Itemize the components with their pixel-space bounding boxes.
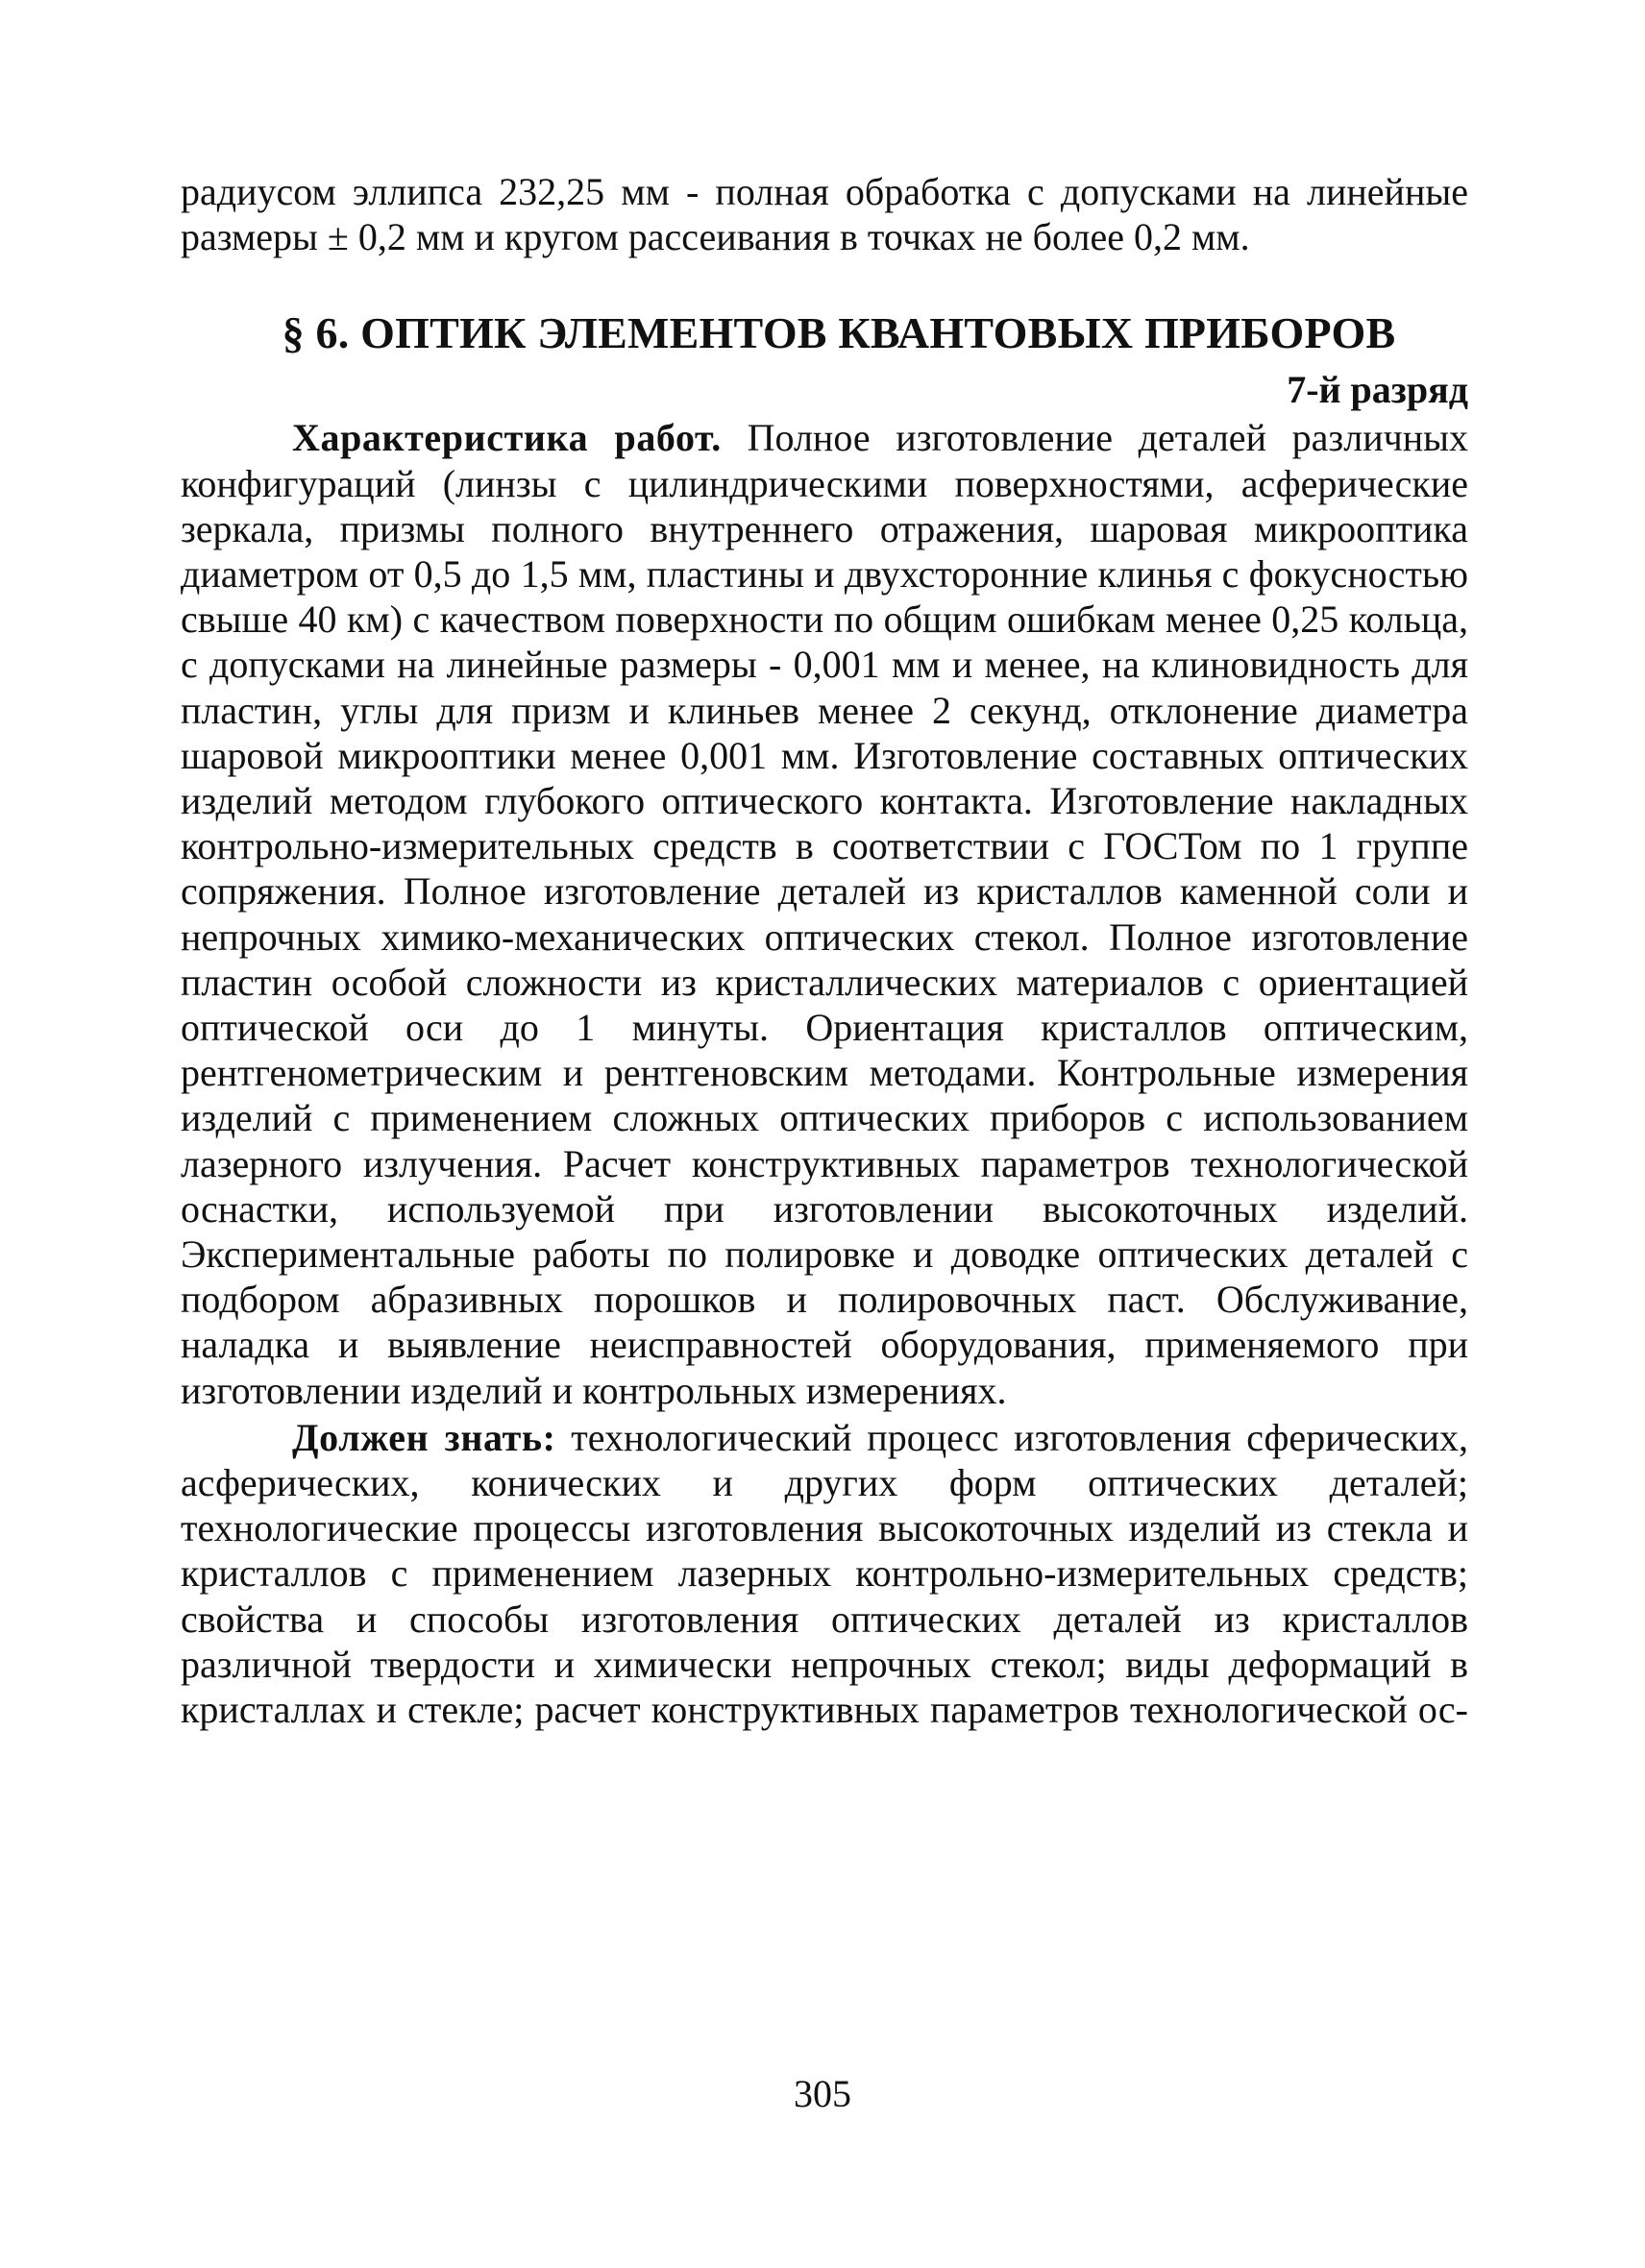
work-characteristics-label: Характеристика работ. (292, 416, 722, 460)
page-number: 305 (794, 2072, 851, 2115)
grade-label: 7-й разряд (1287, 368, 1468, 412)
must-know-text: технологический процесс изготовления сферических, асферических, конических и других форм оптических деталей; технологические процессы изготовления высокоточных изделий из стекла и кристаллов с применением лазерных контрольно-измерительных средств; свойства и способы изготовления оптических деталей из кристаллов различной твердости и химически непрочных стекол; виды деформаций в кристаллах и стекле; расчет конструктивных параметров технологической ос- (181, 1415, 1469, 1732)
must-know-paragraph (181, 1415, 1468, 1732)
must-know-label: Должен знать: (292, 1415, 556, 1459)
intro-paragraph: радиусом эллипса 232,25 мм - полная обработка с допусками на линейные размеры ± 0,2 мм и кругом рассеивания в точках не более 0,2 мм. (181, 170, 1468, 259)
work-characteristics-paragraph (181, 415, 1468, 1412)
page-content (181, 154, 1468, 1732)
work-characteristics-text: Полное изготовление деталей различных конфигураций (линзы с цилиндрическими поверхностями, асферические зеркала, призмы полного внутреннего отражения, шаровая микрооптика диаметром от 0,5 до 1,5 мм, пластины и двухсторонние клинья с фокусностью свыше 40 км) с качеством поверхности по общим ошибкам менее 0,25 кольца, с допусками на линейные размеры - 0,001 мм и менее, на клиновидность для пластин, углы для призм и клиньев менее 2 секунд, отклонение диаметра шаровой микрооптики менее 0,001 мм. Изготовление составных оптических изделий методом глубокого оптического контакта. Изготовление накладных контрольно-измерительных средств в соответствии с ГОСТом по 1 группе сопряжения. Полное изготовление деталей из кристаллов каменной соли и непрочных химико-механических оптических стекол. Полное изготовление пластин особой сложности из кристаллических материалов с ориентацией оптической оси до 1 минуты. Ориентация кристаллов оптическим, рентгенометрическим и рентгеновским методами. Контрольные измерения изделий с применением сложных оптических приборов с использованием лазерного излучения. Расчет конструктивных параметров технологической оснастки, используемой при изготовлении высокоточных изделий. Экспериментальные работы по полировке и доводке оптических деталей с подбором абразивных порошков и полировочных паст. Обслуживание, наладка и выявление неисправностей оборудования, применяемого при изготовлении изделий и контрольных измерениях. (181, 416, 1468, 1412)
section-heading: § 6. ОПТИК ЭЛЕМЕНТОВ КВАНТОВЫХ ПРИБОРОВ (282, 308, 1396, 358)
